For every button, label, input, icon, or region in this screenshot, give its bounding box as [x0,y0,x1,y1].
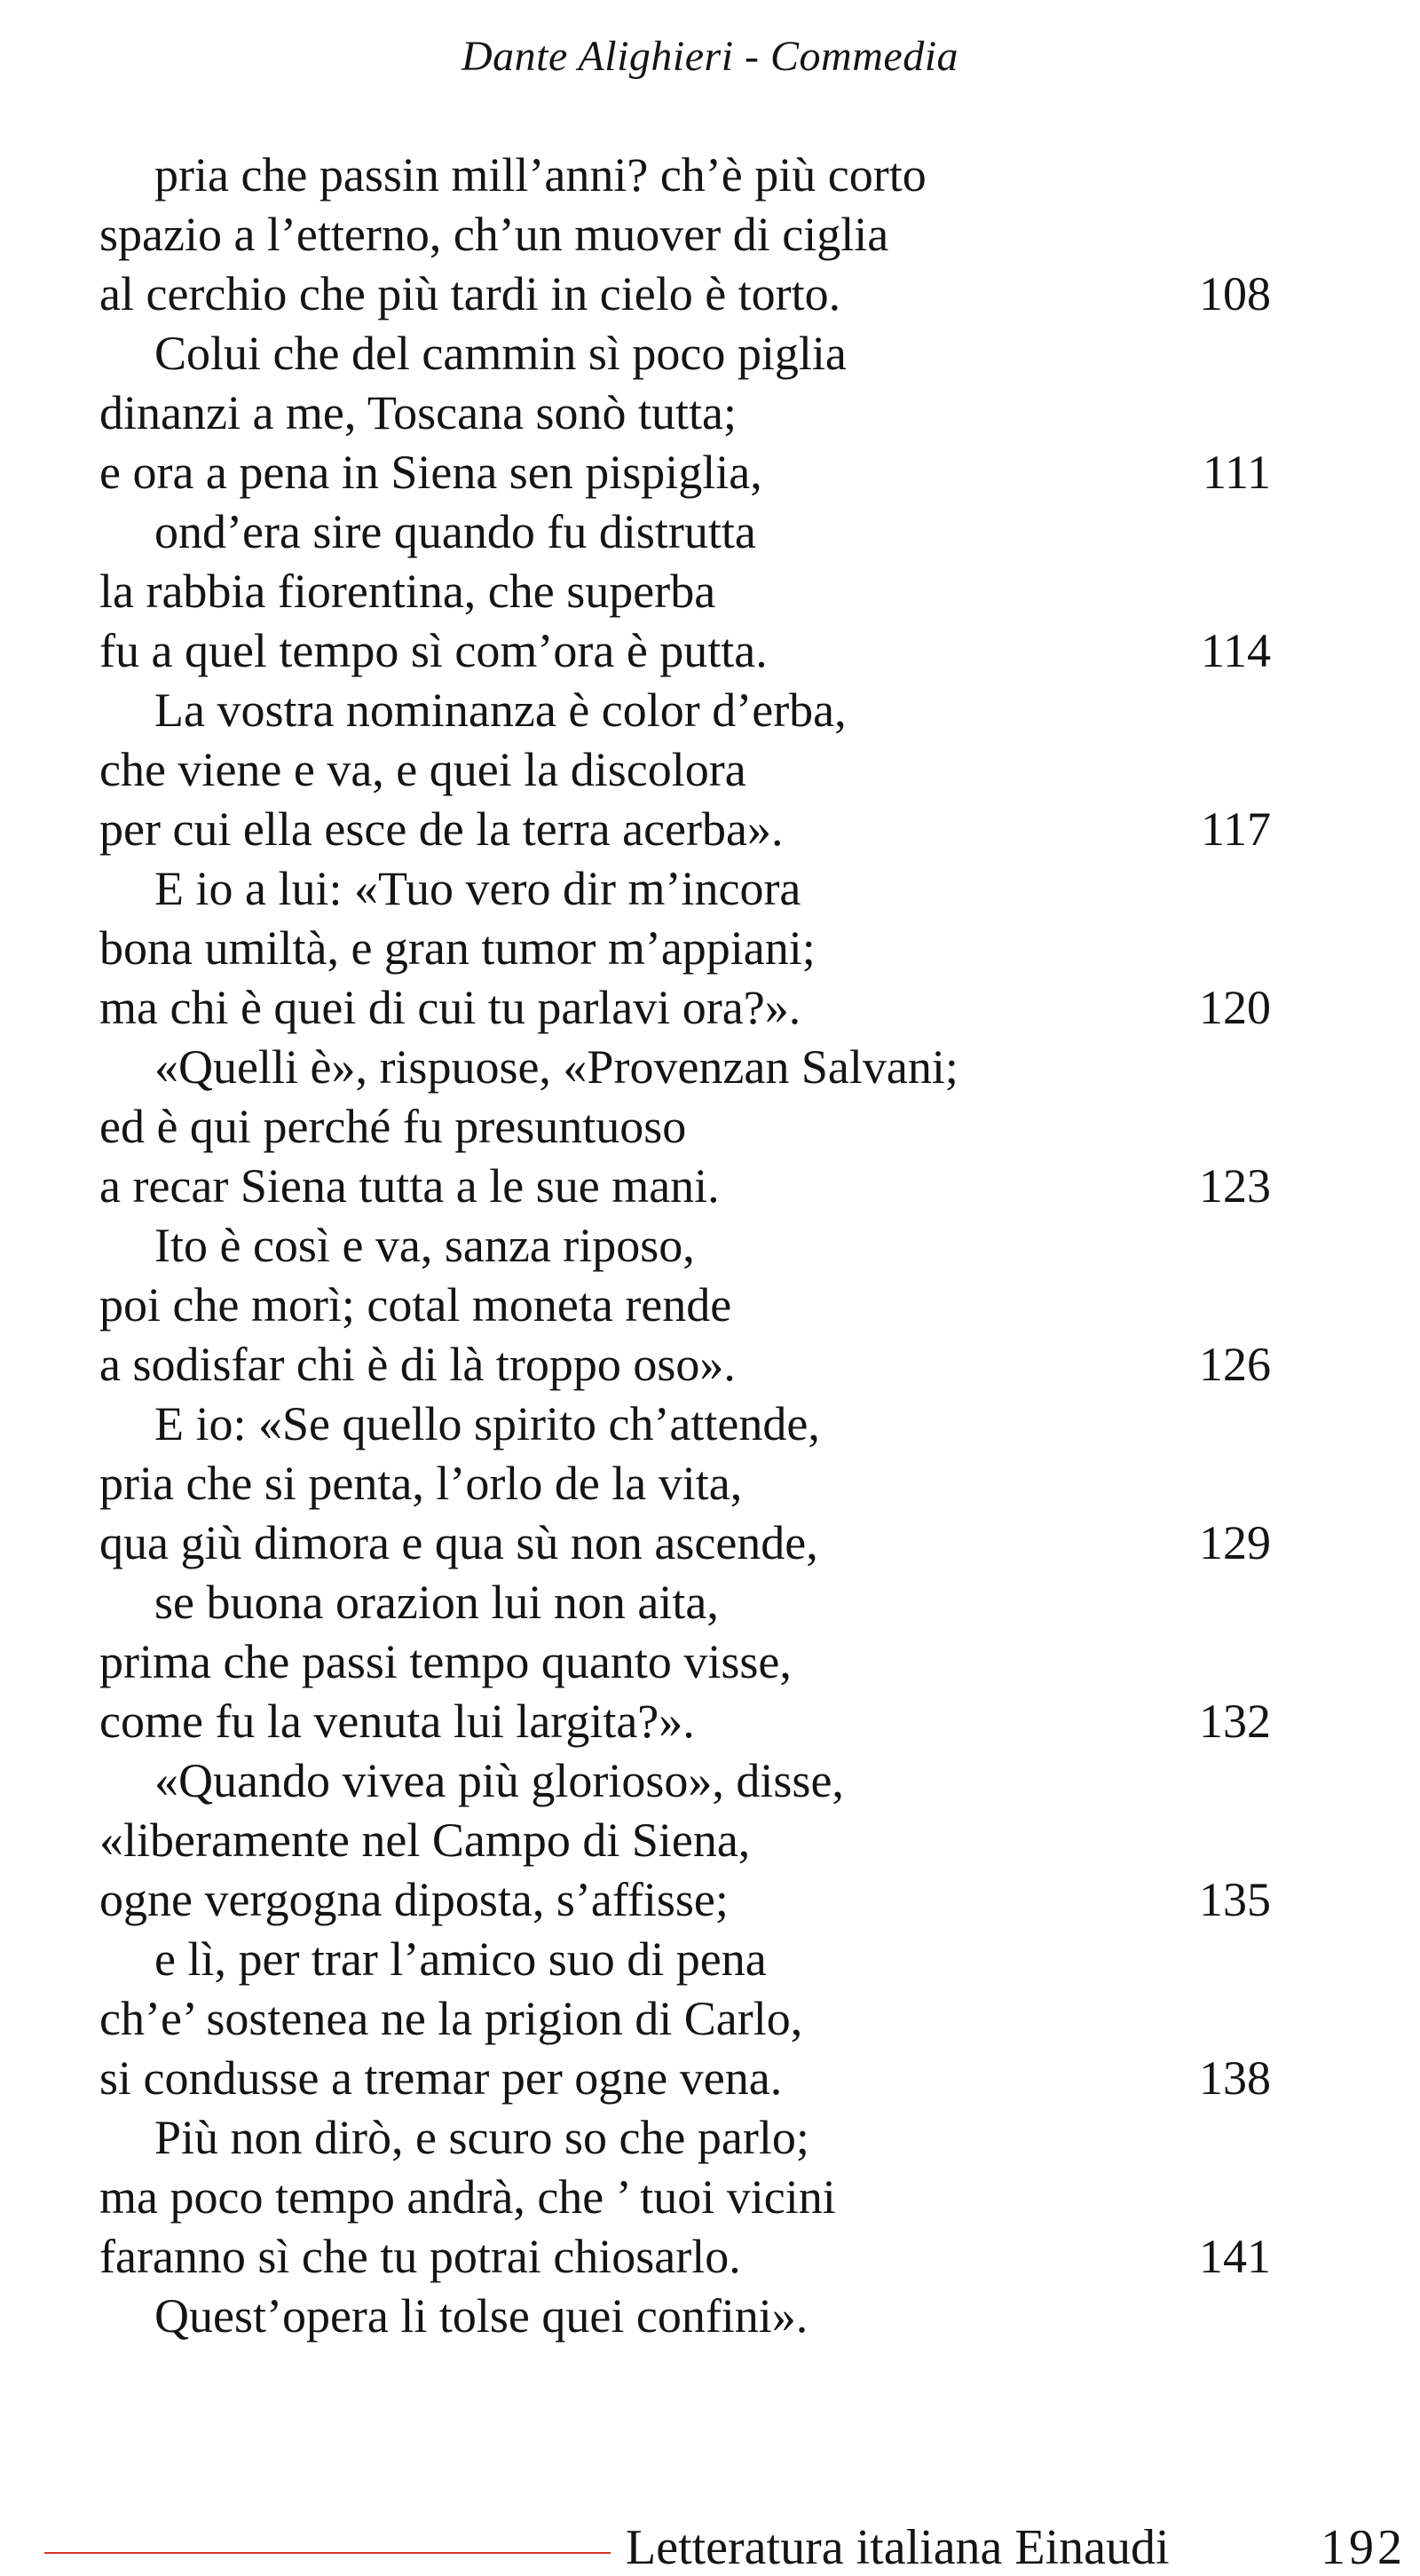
verse-line [99,1632,1271,1692]
verse-line [99,265,1271,324]
verse-line [99,502,1271,562]
verse-line [99,562,1271,621]
publisher-name: Letteratura italiana Einaudi [626,2520,1170,2575]
verse-line [99,324,1271,383]
verse-text: che viene e va, e quei la discolora [99,743,746,796]
verse-text: faranno sì che tu potrai chiosarlo. [99,2230,741,2283]
verse-number: 114 [1201,624,1271,677]
verse-line [99,1513,1271,1573]
verse-line [99,1157,1271,1216]
verse-text: Colui che del cammin sì poco piglia [154,327,847,380]
verse-number: 141 [1199,2230,1271,2283]
verse-text: spazio a l’etterno, ch’un muover di ciglia [99,208,889,261]
verse-line [99,1870,1271,1930]
verse-text: ma chi è quei di cui tu parlavi ora?». [99,981,801,1034]
verse-text: prima che passi tempo quanto visse, [99,1635,792,1688]
footer-rule [44,2552,611,2554]
verse-text: al cerchio che più tardi in cielo è torto. [99,267,841,320]
page-footer [0,2519,1420,2575]
verse-text: ma poco tempo andrà, che ’ tuoi vicini [99,2170,836,2224]
verse-line [99,2287,1271,2346]
verse-text: ond’era sire quando fu distrutta [154,505,756,558]
verse-text: E io a lui: «Tuo vero dir m’incora [154,862,801,915]
verse-text: e ora a pena in Siena sen pispiglia, [99,446,762,499]
verse-line [99,146,1271,205]
verse-line [99,681,1271,740]
verse-number: 108 [1199,267,1271,320]
verse-text: e lì, per trar l’amico suo di pena [154,1932,767,1986]
verse-line [99,1811,1271,1870]
verse-line [99,1930,1271,1989]
verse-text: «Quando vivea più glorioso», disse, [154,1754,844,1807]
verse-block [99,146,1271,2346]
verse-number: 132 [1199,1695,1271,1748]
verse-number: 135 [1199,1873,1271,1926]
verse-text: pria che passin mill’anni? ch’è più corto [154,148,927,201]
verse-line [99,2227,1271,2287]
verse-text: qua giù dimora e qua sù non ascende, [99,1516,818,1569]
verse-text: Ito è così e va, sanza riposo, [154,1219,695,1272]
verse-text: La vostra nominanza è color d’erba, [154,684,847,737]
verse-line [99,205,1271,265]
verse-line [99,919,1271,978]
verse-line [99,2108,1271,2168]
verse-text: come fu la venuta lui largita?». [99,1695,695,1748]
verse-text: dinanzi a me, Toscana sonò tutta; [99,386,738,439]
verse-number: 126 [1199,1338,1271,1391]
verse-number: 123 [1199,1159,1271,1213]
verse-text: ogne vergogna diposta, s’affisse; [99,1873,729,1926]
verse-line [99,1692,1271,1751]
verse-text: pria che si penta, l’orlo de la vita, [99,1457,743,1510]
verse-line [99,1276,1271,1335]
verse-text: E io: «Se quello spirito ch’attende, [154,1397,820,1450]
verse-line [99,383,1271,443]
verse-line [99,1038,1271,1097]
verse-text: Più non dirò, e scuro so che parlo; [154,2111,809,2164]
verse-text: ed è qui perché fu presuntuoso [99,1100,687,1153]
verse-line [99,1573,1271,1632]
verse-text: poi che morì; cotal moneta rende [99,1278,732,1331]
verse-line [99,2049,1271,2108]
verse-text: fu a quel tempo sì com’ora è putta. [99,624,768,677]
running-title: Dante Alighieri - Commedia [461,33,959,80]
verse-text: la rabbia fiorentina, che superba [99,565,716,618]
verse-text: a recar Siena tutta a le sue mani. [99,1159,720,1213]
verse-line [99,1395,1271,1454]
verse-number: 117 [1201,802,1271,856]
verse-text: per cui ella esce de la terra acerba». [99,802,784,856]
page-number: 192 [1321,2520,1406,2575]
verse-text: si condusse a tremar per ogne vena. [99,2051,783,2105]
verse-line [99,1097,1271,1157]
verse-number: 138 [1199,2051,1271,2105]
verse-line [99,443,1271,502]
verse-text: se buona orazion lui non aita, [154,1576,719,1629]
verse-line [99,859,1271,919]
verse-text: ch’e’ sostenea ne la prigion di Carlo, [99,1992,803,2045]
verse-text: Quest’opera li tolse quei confini». [154,2289,809,2343]
verse-line [99,2168,1271,2227]
verse-line [99,740,1271,800]
verse-line [99,1216,1271,1276]
verse-line [99,978,1271,1038]
verse-line [99,1751,1271,1811]
verse-number: 129 [1199,1516,1271,1569]
verse-text: «Quelli è», rispuose, «Provenzan Salvani; [154,1040,958,1094]
verse-line [99,621,1271,681]
verse-line [99,1335,1271,1395]
verse-number: 111 [1203,446,1271,499]
verse-line [99,1454,1271,1513]
verse-number: 120 [1199,981,1271,1034]
verse-text: bona umiltà, e gran tumor m’appiani; [99,921,816,975]
verse-line [99,800,1271,859]
verse-line [99,1989,1271,2049]
verse-text: «liberamente nel Campo di Siena, [99,1813,751,1867]
verse-text: a sodisfar chi è di là troppo oso». [99,1338,736,1391]
